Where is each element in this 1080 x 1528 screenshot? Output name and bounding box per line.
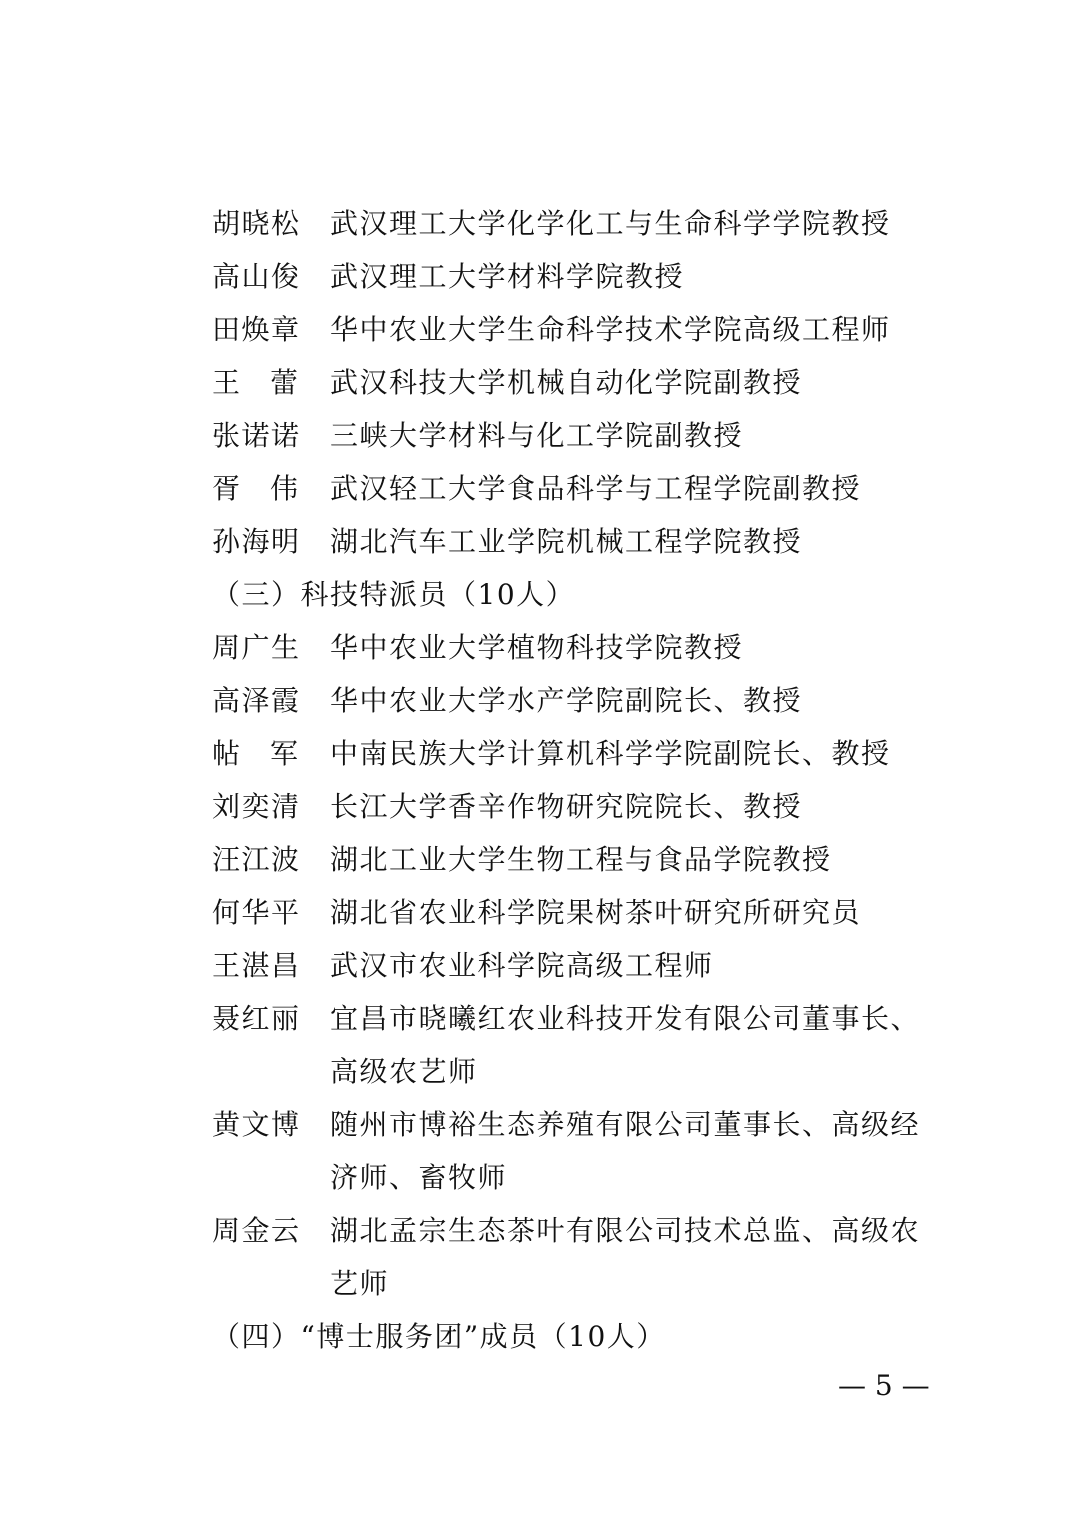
member-name: 黄文博 — [212, 1108, 301, 1141]
member-description-line: 湖北孟宗生态茶叶有限公司技术总监、高级农 — [330, 1214, 921, 1247]
member-name: 胡晓松 — [212, 207, 301, 240]
member-row — [212, 886, 932, 939]
member-description: 湖北汽车工业学院机械工程学院教授 — [330, 525, 803, 558]
page-number: — 5 — — [838, 1369, 930, 1402]
section-heading-3: （三）科技特派员（10人） — [212, 578, 576, 611]
member-row — [212, 992, 932, 1098]
member-description: 华中农业大学生命科学技术学院高级工程师 — [330, 313, 891, 346]
member-list — [212, 197, 932, 1363]
member-description: 武汉理工大学化学化工与生命科学学院教授 — [330, 207, 891, 240]
member-description: 湖北省农业科学院果树茶叶研究所研究员 — [330, 896, 862, 929]
member-row — [212, 515, 932, 568]
member-name: 周广生 — [212, 631, 301, 664]
member-name: 田焕章 — [212, 313, 301, 346]
member-name: 高山俊 — [212, 260, 301, 293]
member-row — [212, 250, 932, 303]
member-row — [212, 621, 932, 674]
member-description: 武汉市农业科学院高级工程师 — [330, 949, 714, 982]
member-description-line: 济师、畜牧师 — [330, 1161, 508, 1194]
member-description: 中南民族大学计算机科学学院副院长、教授 — [330, 737, 891, 770]
member-description-line: 高级农艺师 — [330, 1055, 478, 1088]
member-name: 刘奕清 — [212, 790, 301, 823]
member-row — [212, 462, 932, 515]
member-row — [212, 197, 932, 250]
member-row — [212, 1204, 932, 1310]
member-name: 孙海明 — [212, 525, 301, 558]
member-name: 王蕾 — [212, 366, 329, 399]
member-description-line: 随州市博裕生态养殖有限公司董事长、高级经 — [330, 1108, 921, 1141]
member-name: 何华平 — [212, 896, 301, 929]
member-row — [212, 727, 932, 780]
member-description: 华中农业大学植物科技学院教授 — [330, 631, 744, 664]
member-row — [212, 780, 932, 833]
member-row — [212, 939, 932, 992]
member-name: 周金云 — [212, 1214, 301, 1247]
member-name: 帖军 — [212, 737, 329, 770]
member-row — [212, 833, 932, 886]
member-name: 王湛昌 — [212, 949, 301, 982]
member-description — [330, 1204, 932, 1310]
member-description: 武汉科技大学机械自动化学院副教授 — [330, 366, 803, 399]
member-description: 三峡大学材料与化工学院副教授 — [330, 419, 744, 452]
member-row — [212, 356, 932, 409]
member-description-line: 宜昌市晓曦红农业科技开发有限公司董事长、 — [330, 1002, 921, 1035]
member-row — [212, 1098, 932, 1204]
member-name: 张诺诺 — [212, 419, 301, 452]
member-description-line: 艺师 — [330, 1267, 390, 1300]
member-description: 武汉理工大学材料学院教授 — [330, 260, 685, 293]
section-heading-4: （四）“博士服务团”成员（10人） — [212, 1320, 666, 1353]
member-row — [212, 303, 932, 356]
member-name: 聂红丽 — [212, 1002, 301, 1035]
member-name: 高泽霞 — [212, 684, 301, 717]
member-description: 华中农业大学水产学院副院长、教授 — [330, 684, 803, 717]
member-name: 汪江波 — [212, 843, 301, 876]
member-description — [330, 1098, 932, 1204]
member-description — [330, 992, 932, 1098]
member-description: 长江大学香辛作物研究院院长、教授 — [330, 790, 803, 823]
member-description: 湖北工业大学生物工程与食品学院教授 — [330, 843, 832, 876]
member-row — [212, 674, 932, 727]
member-description: 武汉轻工大学食品科学与工程学院副教授 — [330, 472, 862, 505]
member-row — [212, 409, 932, 462]
member-name: 胥伟 — [212, 472, 329, 505]
